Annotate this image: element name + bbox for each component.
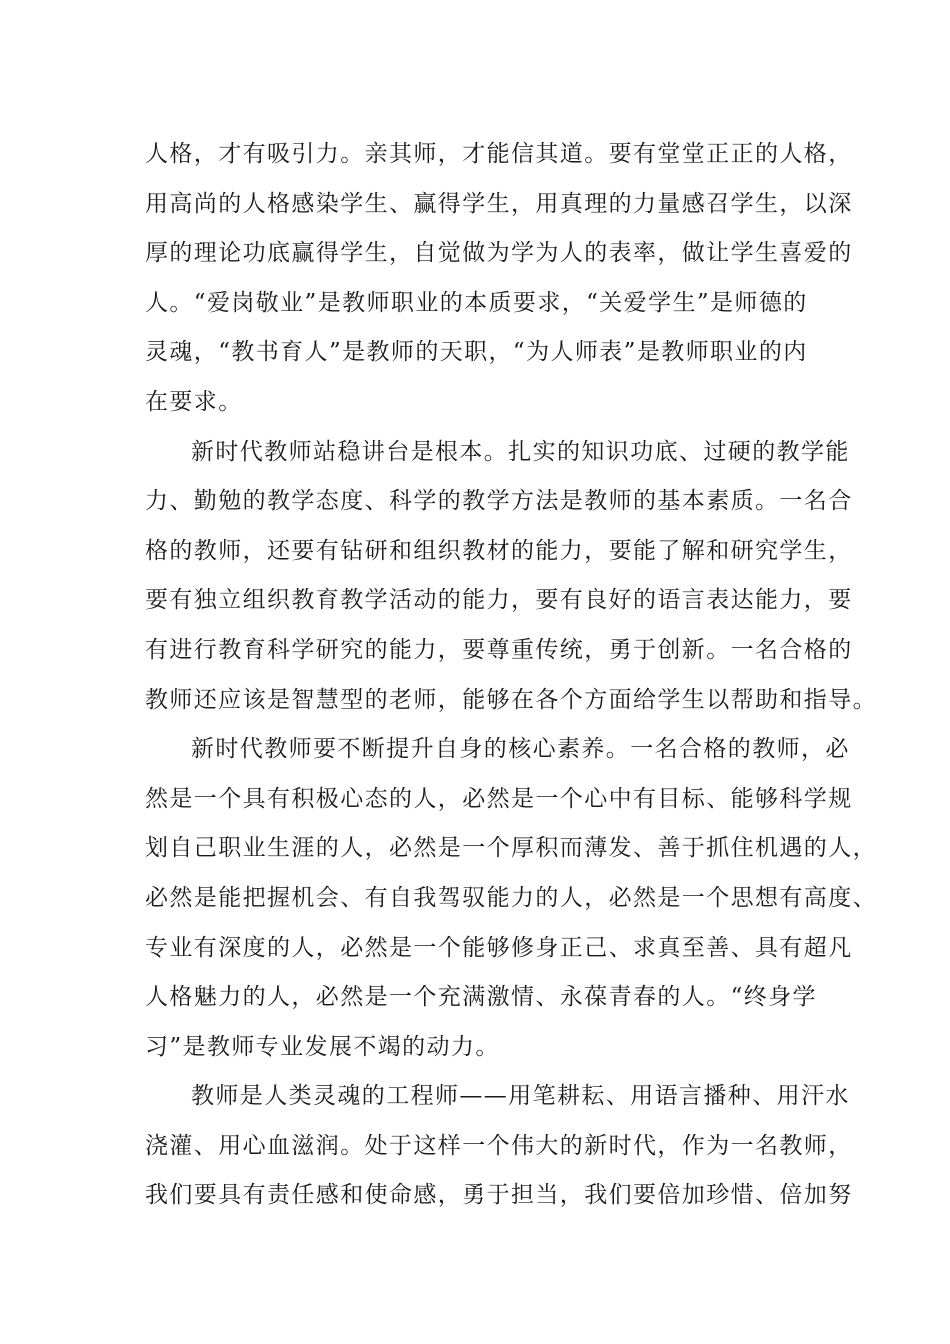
paragraph-first-line: 教师是人类灵魂的工程师——用笔耕耘、用语言播种、用汗水 <box>191 1083 850 1110</box>
text-line: 要有独立组织教育教学活动的能力，要有良好的语言表达能力，要 <box>145 587 853 614</box>
text-line: 人格，才有吸引力。亲其师，才能信其道。要有堂堂正正的人格， <box>145 141 853 167</box>
text-line: 习”是教师专业发展不竭的动力。 <box>145 1033 500 1060</box>
text-line: 人。“爱岗敬业”是教师职业的本质要求，“关爱学生”是师德的 <box>145 289 808 316</box>
text-line: 在要求。 <box>145 388 243 415</box>
paragraph-first-line: 新时代教师站稳讲台是根本。扎实的知识功底、过硬的教学能 <box>191 438 850 465</box>
text-line: 教师还应该是智慧型的老师，能够在各个方面给学生以帮助和指导。 <box>145 686 877 713</box>
text-line: 浇灌、用心血滋润。处于这样一个伟大的新时代，作为一名教师， <box>145 1132 853 1159</box>
text-line: 划自己职业生涯的人，必然是一个厚积而薄发、善于抓住机遇的人， <box>145 835 877 862</box>
text-line: 我们要具有责任感和使命感，勇于担当，我们要倍加珍惜、倍加努 <box>145 1182 853 1209</box>
paragraph-first-line: 新时代教师要不断提升自身的核心素养。一名合格的教师，必 <box>191 736 850 763</box>
text-line: 然是一个具有积极心态的人，必然是一个心中有目标、能够科学规 <box>145 785 853 812</box>
text-line: 人格魅力的人，必然是一个充满激情、永葆青春的人。“终身学 <box>145 984 817 1011</box>
text-line: 用高尚的人格感染学生、赢得学生，用真理的力量感召学生，以深 <box>145 190 853 217</box>
text-line: 必然是能把握机会、有自我驾驭能力的人，必然是一个思想有高度、 <box>145 884 877 911</box>
document-body <box>145 130 877 1221</box>
text-line: 有进行教育科学研究的能力，要尊重传统，勇于创新。一名合格的 <box>145 636 853 663</box>
text-line: 专业有深度的人，必然是一个能够修身正己、求真至善、具有超凡 <box>145 934 853 961</box>
text-line: 厚的理论功底赢得学生，自觉做为学为人的表率，做让学生喜爱的 <box>145 240 853 267</box>
text-line: 格的教师，还要有钻研和组织教材的能力，要能了解和研究学生， <box>145 537 853 564</box>
text-line: 灵魂，“教书育人”是教师的天职，“为人师表”是教师职业的内 <box>145 339 808 366</box>
text-line: 力、勤勉的教学态度、科学的教学方法是教师的基本素质。一名合 <box>145 488 853 515</box>
